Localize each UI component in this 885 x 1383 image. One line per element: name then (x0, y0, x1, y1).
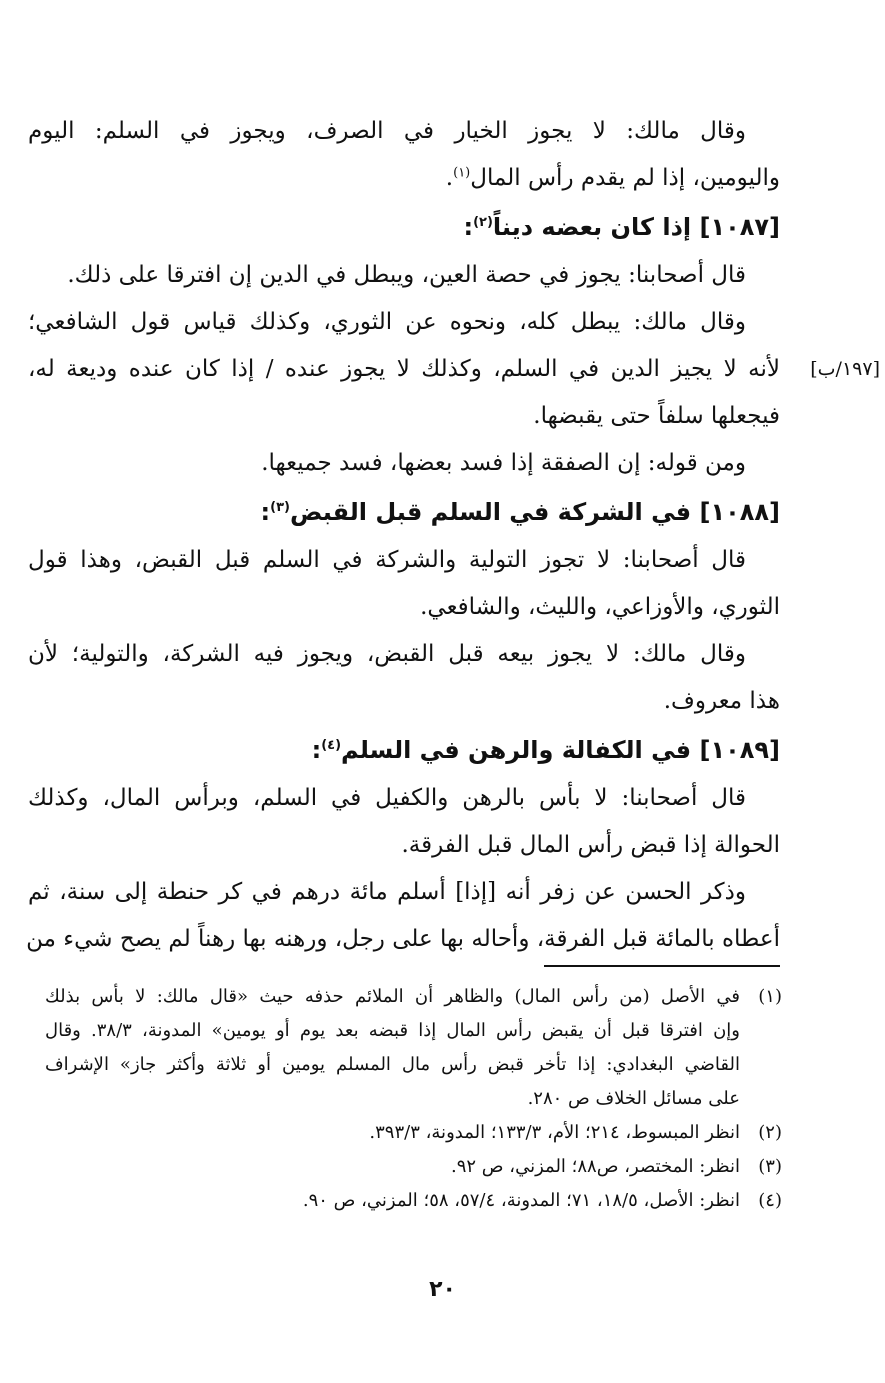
heading-text: [١٠٨٨] في الشركة في السلم قبل القبض (289, 498, 780, 526)
text: . (445, 165, 454, 191)
footnote-text: القاضي البغدادي: إذا تأخر قبض رأس مال المسلم يومين أو ثلاثة وأكثر جاز» الإشراف (45, 1054, 740, 1075)
text: قال أصحابنا: لا تجوز التولية والشركة في السلم قبل القبض، وهذا قول (28, 547, 746, 573)
heading-text: [١٠٨٧] إذا كان بعضه ديناً (492, 213, 780, 241)
paragraph-line (28, 346, 780, 393)
text: وقال مالك: يبطل كله، ونحوه عن الثوري، وكذلك قياس قول الشافعي؛ (28, 309, 746, 335)
paragraph-line (28, 822, 780, 869)
text: وذكر الحسن عن زفر أنه [إذا] أسلم مائة درهم في كر حنطة إلى سنة، ثم (28, 879, 746, 905)
text: هذا معروف. (663, 688, 780, 714)
footnote-text: في الأصل (من رأس المال) والظاهر أن الملائم حذفه حيث «قال مالك: لا بأس بذلك (45, 986, 740, 1007)
section-heading-1087 (28, 202, 780, 252)
paragraph-line (28, 916, 780, 963)
section-heading-1089 (28, 725, 780, 775)
footnote-number: (١) (758, 986, 782, 1007)
footnote-separator (544, 965, 780, 967)
text: ومن قوله: إن الصفقة إذا فسد بعضها، فسد جميعها. (261, 450, 746, 476)
footnote-text: على مسائل الخلاف ص ٢٨٠. (527, 1088, 740, 1109)
footnote-ref[interactable]: (٣) (270, 500, 290, 515)
text: قال أصحابنا: لا بأس بالرهن والكفيل في السلم، وبرأس المال، وكذلك (28, 785, 746, 811)
text: لأنه لا يجيز الدين في السلم، وكذلك لا يجوز عنده / إذا كان عنده وديعة له، (28, 356, 780, 382)
paragraph-line (28, 869, 780, 916)
text: وقال مالك: لا يجوز بيعه قبل القبض، ويجوز فيه الشركة، والتولية؛ لأن (28, 641, 746, 667)
heading-colon: : (311, 736, 322, 764)
footnote-number: (٢) (758, 1122, 782, 1143)
main-text (26, 108, 880, 963)
heading-colon: : (260, 498, 271, 526)
heading-text: [١٠٨٩] في الكفالة والرهن في السلم (341, 736, 780, 764)
text: الحوالة إذا قبض رأس المال قبل الفرقة. (401, 832, 780, 858)
heading-colon: : (463, 213, 474, 241)
footnote-1-line (45, 1082, 782, 1116)
paragraph-line (28, 108, 780, 155)
paragraph-line (28, 584, 780, 631)
footnote-1-line (45, 1048, 782, 1082)
footnote-number: (٣) (758, 1156, 782, 1177)
paragraph-line (28, 537, 780, 584)
section-heading-1088 (28, 487, 780, 537)
footnote-2 (45, 1116, 782, 1150)
paragraph-line (28, 678, 780, 725)
page-number: ٢٠ (429, 1277, 456, 1302)
footnote-ref[interactable]: (٤) (321, 738, 342, 753)
footnote-4 (45, 1184, 782, 1218)
text: قال أصحابنا: يجوز في حصة العين، ويبطل في الدين إن افترقا على ذلك. (67, 262, 746, 288)
text: وقال مالك: لا يجوز الخيار في الصرف، ويجوز في السلم: اليوم (28, 118, 746, 144)
footnote-text: وإن افترقا قبل أن يقبض رأس المال إذا قبضه بعد يوم أو يومين» المدونة، ٣٨/٣. وقال (45, 1020, 740, 1041)
text: الثوري، والأوزاعي، والليث، والشافعي. (420, 594, 780, 620)
footnote-text: انظر: الأصل، ١٨/٥، ٧١؛ المدونة، ٥٧/٤، ٥٨؛ المزني، ص ٩٠. (302, 1190, 740, 1211)
paragraph-line (28, 440, 780, 487)
paragraph-line (28, 299, 780, 346)
footnote-1-line (45, 1014, 782, 1048)
footnote-ref[interactable]: (٢) (473, 215, 493, 230)
footnotes (45, 980, 782, 1218)
footnote-ref[interactable]: (١) (453, 165, 471, 181)
paragraph-line (28, 631, 780, 678)
text: أعطاه بالمائة قبل الفرقة، وأحاله بها على رجل، ورهنه بها رهناً لم يصح شيء من (26, 926, 780, 952)
paragraph-line-with-margin (28, 346, 880, 393)
text: واليومين، إذا لم يقدم رأس المال (470, 165, 780, 191)
paragraph-line (28, 155, 780, 202)
footnote-1 (45, 980, 782, 1014)
paragraph-line (28, 775, 780, 822)
margin-folio-ref: [١٩٧/ب] (810, 358, 880, 380)
paragraph-line (28, 393, 780, 440)
footnote-text: انظر: المختصر، ص٨٨؛ المزني، ص ٩٢. (451, 1156, 740, 1177)
paragraph-line (28, 252, 780, 299)
footnote-3 (45, 1150, 782, 1184)
footnote-text: انظر المبسوط، ٢١٤؛ الأم، ١٣٣/٣؛ المدونة، ٣٩٣/٣. (369, 1122, 740, 1143)
text: فيجعلها سلفاً حتى يقبضها. (533, 403, 780, 429)
footnote-number: (٤) (758, 1190, 782, 1211)
